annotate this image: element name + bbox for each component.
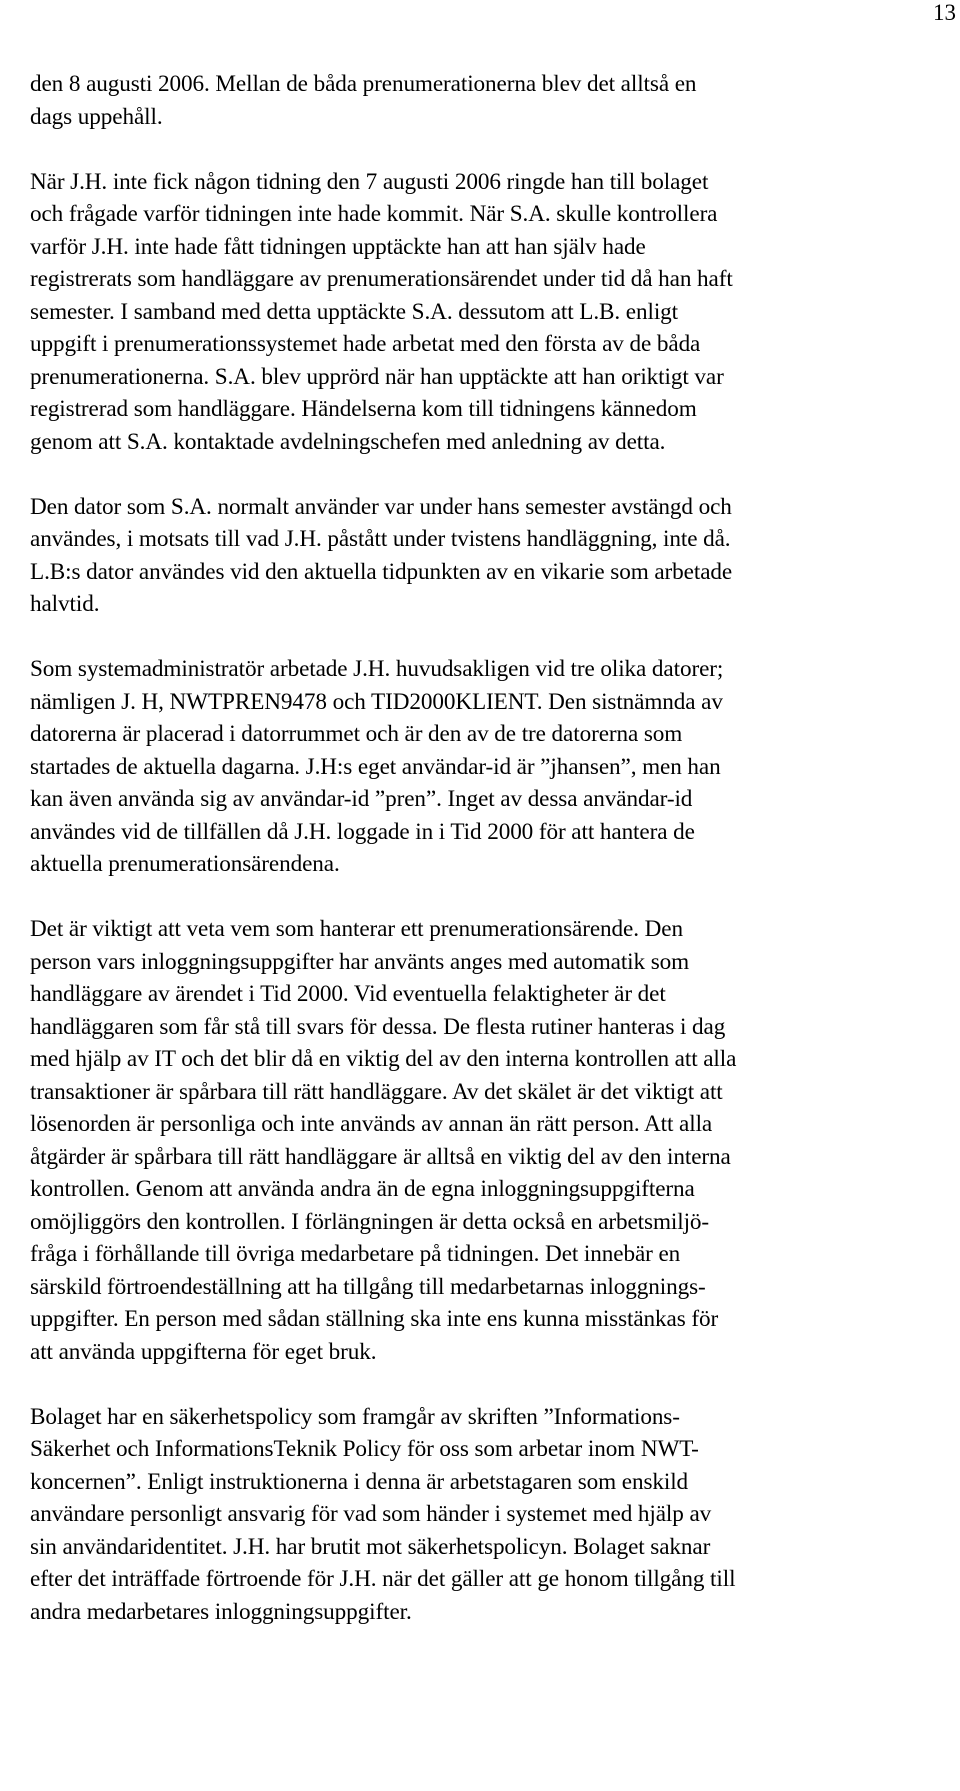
paragraph-missing-newspaper: När J.H. inte fick någon tidning den 7 augusti 2006 ringde han till bolaget och frågade varför tidningen inte hade kommit. När S.A. skulle kontrollera varför J.H. inte hade fått tidningen upptäckte han att han själv hade registrerats som handläggare av prenumerationsärendet under tid då han haft semester. I samband med detta upptäckte S.A. dessutom att L.B. enligt uppgift i prenumerationssystemet hade arbetat med den första av de båda prenumerationerna. S.A. blev upprörd när han upptäckte att han oriktigt var registrerad som handläggare. Händelserna kom till tidningens kännedom genom att S.A. kontaktade avdelningschefen med anledning av detta. <box>30 168 733 455</box>
document-body <box>30 68 942 1628</box>
paragraph-computer-usage: Den dator som S.A. normalt använder var under hans semester avstängd och användes, i motsats till vad J.H. påstått under tvistens handläggning, inte då. L.B:s dator användes vid den aktuella tidpunkten av en vikarie som arbetade halvtid. <box>30 493 733 617</box>
page-number: 13 <box>933 0 956 25</box>
paragraph-subscription-gap: den 8 augusti 2006. Mellan de båda prenumerationerna blev det alltså en dags uppehåll. <box>30 71 697 130</box>
paragraph-system-administrator: Som systemadministratör arbetade J.H. huvudsakligen vid tre olika datorer; nämligen J. H, NWTPREN9478 och TID2000KLIENT. Den sistnämnda av datorerna är placerad i datorrummet och är den av de tre datorerna som startades de aktuella dagarna. J.H:s eget användar-id är ”jhansen”, men han kan även använda sig av användar-id ”pren”. Inget av dessa användar-id användes vid de tillfällen då J.H. loggade in i Tid 2000 för att hantera de aktuella prenumerationsärendena. <box>30 656 724 877</box>
paragraph-traceability: Det är viktigt att veta vem som hanterar ett prenumerationsärende. Den person vars inloggningsuppgifter har använts anges med automatik som handläggare av ärendet i Tid 2000. Vid eventuella felaktigheter är det handläggaren som får stå till svars för dessa. De flesta rutiner hanteras i dag med hjälp av IT och det blir då en viktig del av den interna kontrollen att alla transaktioner är spårbara till rätt handläggare. Av det skälet är det viktigt att lösenorden är personliga och inte används av annan än rätt person. Att alla åtgärder är spårbara till rätt handläggare är alltså en viktig del av den interna kontrollen. Genom att använda andra än de egna inloggningsuppgifterna omöjliggörs den kontrollen. I förlängningen är detta också en arbetsmiljö- fråga i förhållande till övriga medarbetare på tidningen. Det innebär en särskild förtroendeställning att ha tillgång till medarbetarnas inloggnings- uppgifter. En person med sådan ställning ska inte ens kunna misstänkas för att använda uppgifterna för eget bruk. <box>30 916 737 1365</box>
paragraph-security-policy: Bolaget har en säkerhetspolicy som framgår av skriften ”Informations- Säkerhet och InformationsTeknik Policy för oss som arbetar inom NWT- koncernen”. Enligt instruktionerna i denna är arbetstagaren som enskild användare personligt ansvarig för vad som händer i systemet med hjälp av sin användaridentitet. J.H. har brutit mot säkerhetspolicyn. Bolaget saknar efter det inträffade förtroende för J.H. när det gäller att ge honom tillgång till andra medarbetares inloggningsuppgifter. <box>30 1403 736 1625</box>
